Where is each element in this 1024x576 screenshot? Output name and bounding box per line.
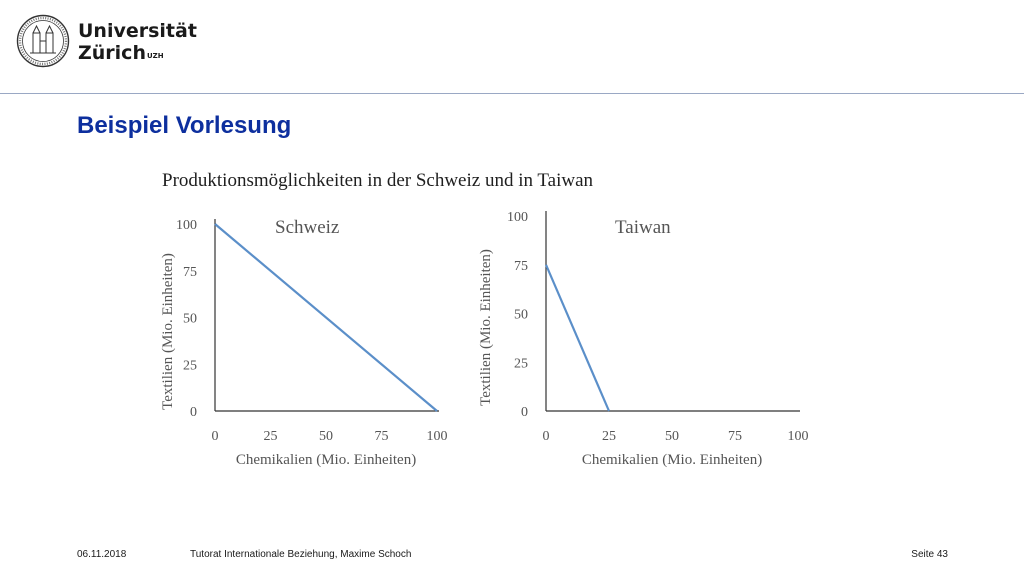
schweiz-y-tick-label: 25 xyxy=(183,358,197,374)
university-line1: Universität xyxy=(78,20,197,42)
taiwan-x-axis-label: Chemikalien (Mio. Einheiten) xyxy=(581,452,763,468)
schweiz-y-tick-label: 50 xyxy=(183,311,197,327)
taiwan-x-tick-label: 100 xyxy=(787,429,809,444)
schweiz-x-axis-label: Chemikalien (Mio. Einheiten) xyxy=(235,452,417,468)
footer-center: Tutorat Internationale Beziehung, Maxime Schoch xyxy=(190,549,412,560)
university-badge: UZH xyxy=(146,52,164,60)
taiwan-y-tick-label: 0 xyxy=(521,405,528,420)
taiwan-x-tick-label: 25 xyxy=(602,429,616,444)
slide-title: Beispiel Vorlesung xyxy=(77,112,292,139)
taiwan-y-axis-label: Textilien (Mio. Einheiten) xyxy=(478,249,494,406)
university-line2: Zürich xyxy=(78,42,146,64)
schweiz-y-tick-label: 75 xyxy=(183,264,197,280)
chart-heading: Produktionsmöglichkeiten in der Schweiz und in Taiwan xyxy=(162,170,594,191)
schweiz-x-tick-label: 100 xyxy=(426,429,448,444)
taiwan-x-tick-label: 0 xyxy=(542,429,550,444)
taiwan-y-tick-label: 100 xyxy=(507,210,528,225)
taiwan-y-tick-label: 75 xyxy=(514,258,528,274)
taiwan-x-tick-label: 50 xyxy=(665,429,679,444)
schweiz-x-tick-label: 0 xyxy=(211,429,219,444)
schweiz-y-tick-label: 0 xyxy=(190,405,197,420)
schweiz-x-tick-label: 75 xyxy=(374,429,389,444)
header-divider xyxy=(0,93,1024,94)
taiwan-ppf-line xyxy=(546,265,609,411)
footer-date: 06.11.2018 xyxy=(77,549,127,560)
production-possibility-charts xyxy=(150,195,850,475)
schweiz-x-tick-label: 25 xyxy=(263,429,278,444)
taiwan-y-tick-label: 25 xyxy=(514,356,528,372)
footer-page-number: Seite 43 xyxy=(911,549,948,560)
taiwan-panel-title: Taiwan xyxy=(615,217,671,238)
taiwan-x-tick-label: 75 xyxy=(728,429,742,444)
schweiz-panel-title: Schweiz xyxy=(275,217,340,238)
university-name xyxy=(78,20,197,64)
taiwan-y-tick-label: 50 xyxy=(514,307,528,323)
schweiz-y-tick-label: 100 xyxy=(176,218,197,233)
schweiz-x-tick-label: 50 xyxy=(319,429,333,444)
schweiz-y-axis-label: Textilien (Mio. Einheiten) xyxy=(160,253,176,410)
university-seal-icon xyxy=(16,14,70,68)
schweiz-ppf-line xyxy=(215,224,437,411)
